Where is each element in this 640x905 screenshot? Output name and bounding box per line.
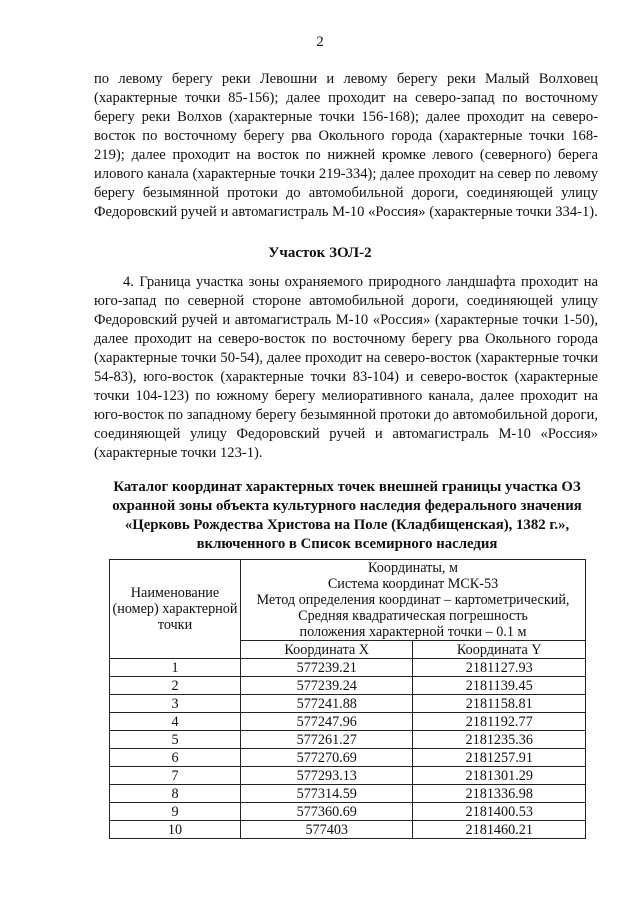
table-row xyxy=(110,695,586,713)
coordinate-y-cell: 2181400.53 xyxy=(413,803,586,821)
section-heading: Участок ЗОЛ-2 xyxy=(268,245,372,261)
table-row xyxy=(110,821,586,839)
point-name-header: Наименование (номер) характерной точки xyxy=(110,560,241,659)
coordinate-y-cell: 2181127.93 xyxy=(413,659,586,677)
table-header-row xyxy=(110,560,586,641)
table-row xyxy=(110,731,586,749)
table-row xyxy=(110,803,586,821)
coordinate-y-cell: 2181158.81 xyxy=(413,695,586,713)
coordinate-x-cell: 577314.59 xyxy=(241,785,413,803)
table-row xyxy=(110,749,586,767)
table-row xyxy=(110,767,586,785)
table-row xyxy=(110,785,586,803)
paragraph-boundary-zol2: 4. Граница участка зоны охраняемого природного ландшафта проходит на юго-запад по северной стороне автомобильной дороги, соединяющей улицу Федоровский ручей и автомагистраль М-10 «Россия» (характерные точки 1-50), далее проходит на северо-восток по восточному берегу рва Окольного города (характерные точки 50-54), далее проходит на северо-восток (характерные точки 54-83), юго-восток (характерные точки 83-104) и северо-восток (характерные точки 104-123) по южному берегу мелиоративного канала, далее проходит на юго-восток по западному берегу безымянной протоки до автомобильной дороги, соединяющей улицу Федоровский ручей и автомагистраль М-10 «Россия» (характерные точки 123-1). xyxy=(94,274,598,461)
point-number-cell: 8 xyxy=(110,785,241,803)
point-number-cell: 4 xyxy=(110,713,241,731)
point-number-cell: 3 xyxy=(110,695,241,713)
coordinates-header-line: положения характерной точки – 0.1 м xyxy=(299,624,527,640)
coordinates-table xyxy=(109,559,586,839)
point-number-cell: 6 xyxy=(110,749,241,767)
point-number-cell: 5 xyxy=(110,731,241,749)
coordinate-x-cell: 577239.21 xyxy=(241,659,413,677)
coordinate-x-header: Координата X xyxy=(241,641,413,659)
point-number-cell: 10 xyxy=(110,821,241,839)
coordinate-y-cell: 2181192.77 xyxy=(413,713,586,731)
coordinate-y-cell: 2181139.45 xyxy=(413,677,586,695)
catalog-title-line: Каталог координат характерных точек внешней границы участка ОЗ xyxy=(113,479,581,495)
coordinate-y-header: Координата Y xyxy=(413,641,586,659)
catalog-title-line: включенного в Список всемирного наследия xyxy=(196,536,498,552)
point-number-cell: 9 xyxy=(110,803,241,821)
coordinate-x-cell: 577360.69 xyxy=(241,803,413,821)
coordinate-y-cell: 2181235.36 xyxy=(413,731,586,749)
coordinate-x-cell: 577247.96 xyxy=(241,713,413,731)
coordinates-header xyxy=(241,560,586,641)
coordinate-x-cell: 577403 xyxy=(241,821,413,839)
paragraph-boundary-continuation: по левому берегу реки Левошни и левому берегу реки Малый Волховец (характерные точки 85-156); далее проходит на северо-запад по восточному берегу реки Волхов (характерные точки 156-168); далее проходит на северо-восток по восточному берегу рва Окольного города (характерные точки 168-219); далее проходит на восток по нижней кромке левого (северного) берега илового канала (характерные точки 219-334); далее проходит на север по левому берегу безымянной протоки до автомобильной дороги, соединяющей улицу Федоровский ручей и автомагистраль М-10 «Россия» (характерные точки 334-1). xyxy=(94,71,598,220)
coordinate-x-cell: 577270.69 xyxy=(241,749,413,767)
coordinate-x-cell: 577241.88 xyxy=(241,695,413,713)
coordinate-y-cell: 2181460.21 xyxy=(413,821,586,839)
point-number-cell: 2 xyxy=(110,677,241,695)
coordinates-header-line: Система координат МСК-53 xyxy=(327,576,499,592)
coordinate-x-cell: 577293.13 xyxy=(241,767,413,785)
catalog-title-line: «Церковь Рождества Христова на Поле (Кладбищенская), 1382 г.», xyxy=(124,517,570,533)
catalog-title-line: охранной зоны объекта культурного наследия федерального значения xyxy=(112,498,582,514)
coordinate-y-cell: 2181257.91 xyxy=(413,749,586,767)
coordinate-y-cell: 2181301.29 xyxy=(413,767,586,785)
coordinates-header-line: Метод определения координат – картометрический, xyxy=(256,592,570,608)
table-row xyxy=(110,713,586,731)
coordinate-y-cell: 2181336.98 xyxy=(413,785,586,803)
coordinates-header-line: Координаты, м xyxy=(368,560,458,576)
coordinate-x-cell: 577261.27 xyxy=(241,731,413,749)
catalog-title xyxy=(94,478,600,554)
table-row xyxy=(110,677,586,695)
coordinates-header-line: Средняя квадратическая погрешность xyxy=(298,608,528,624)
table-row xyxy=(110,659,586,677)
point-number-cell: 1 xyxy=(110,659,241,677)
page-number: 2 xyxy=(316,34,324,50)
point-number-cell: 7 xyxy=(110,767,241,785)
coordinate-x-cell: 577239.24 xyxy=(241,677,413,695)
